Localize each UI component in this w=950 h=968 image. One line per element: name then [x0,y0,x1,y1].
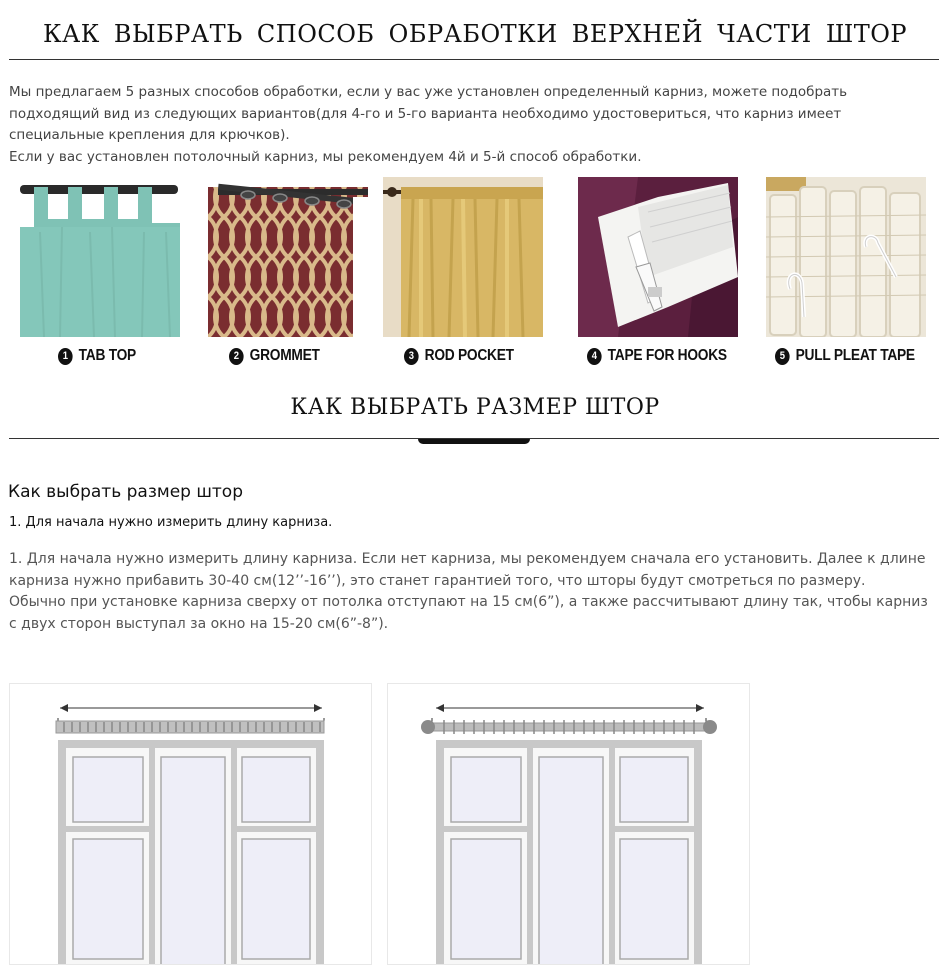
option-label-tab-top [58,347,136,365]
grommet-curtain-photo [208,177,368,337]
divider-tab [418,439,530,444]
pull-pleat-tape-photo [766,177,926,337]
option-number-badge: 4 [587,348,602,365]
size-body-text [9,549,939,635]
intro-text [9,82,929,168]
step-1-heading: 1. Для начала нужно измерить длину карниза. [9,515,333,530]
option-label-pull-pleat [775,347,915,365]
option-number-badge: 3 [404,348,419,365]
window-diagram-rod [387,683,750,965]
option-number-badge: 1 [58,348,73,365]
size-body-paragraph-1: 1. Для начала нужно измерить длину карниза. Если нет карниза, мы рекомендуем сначала его установить. Далее к длине карниза нужно прибавить 30-40 см(12’’-16’’), это станет гарантией того, что шторы будут смотреться по размеру. [9,551,926,589]
option-number-badge: 5 [775,348,790,365]
intro-paragraph-1: Мы предлагаем 5 разных способов обработки, если у вас уже установлен определенный карниз, можете подобрать подходящий вид из следующих вариантов(для 4-го и 5-го варианта необходимо удостовериться, что карниз имеет специальные крепления для крючков). [9,84,848,143]
option-number-badge: 2 [229,348,244,365]
option-label-text: TAB TOP [78,347,136,364]
option-label-text: GROMMET [249,347,320,364]
tab-top-curtain-photo [20,177,180,337]
option-label-grommet [229,347,320,365]
tape-hooks-photo [578,177,738,337]
option-label-rod-pocket [404,347,514,365]
page-title: КАК ВЫБРАТЬ СПОСОБ ОБРАБОТКИ ВЕРХНЕЙ ЧАСТИ ШТОР [42,20,908,48]
option-label-text: ROD POCKET [424,347,514,364]
size-section-title: КАК ВЫБРАТЬ РАЗМЕР ШТОР [290,395,660,420]
rod-pocket-curtain-photo [383,177,543,337]
size-body-paragraph-2: Обычно при установке карниза сверху от потолка отступают на 15 см(6”), а также рассчитывают длину так, чтобы карниз с двух сторон выступал за окно на 15-20 см(6”-8”). [9,594,928,632]
intro-paragraph-2: Если у вас установлен потолочный карниз, мы рекомендуем 4й и 5-й способ обработки. [9,148,642,165]
option-label-tape-hooks [587,347,727,365]
option-label-text: TAPE FOR HOOKS [607,347,727,364]
option-label-text: PULL PLEAT TAPE [795,347,915,364]
title-divider [9,59,939,60]
size-subtitle: Как выбрать размер штор [8,482,243,502]
window-diagram-hook-rail [9,683,372,965]
